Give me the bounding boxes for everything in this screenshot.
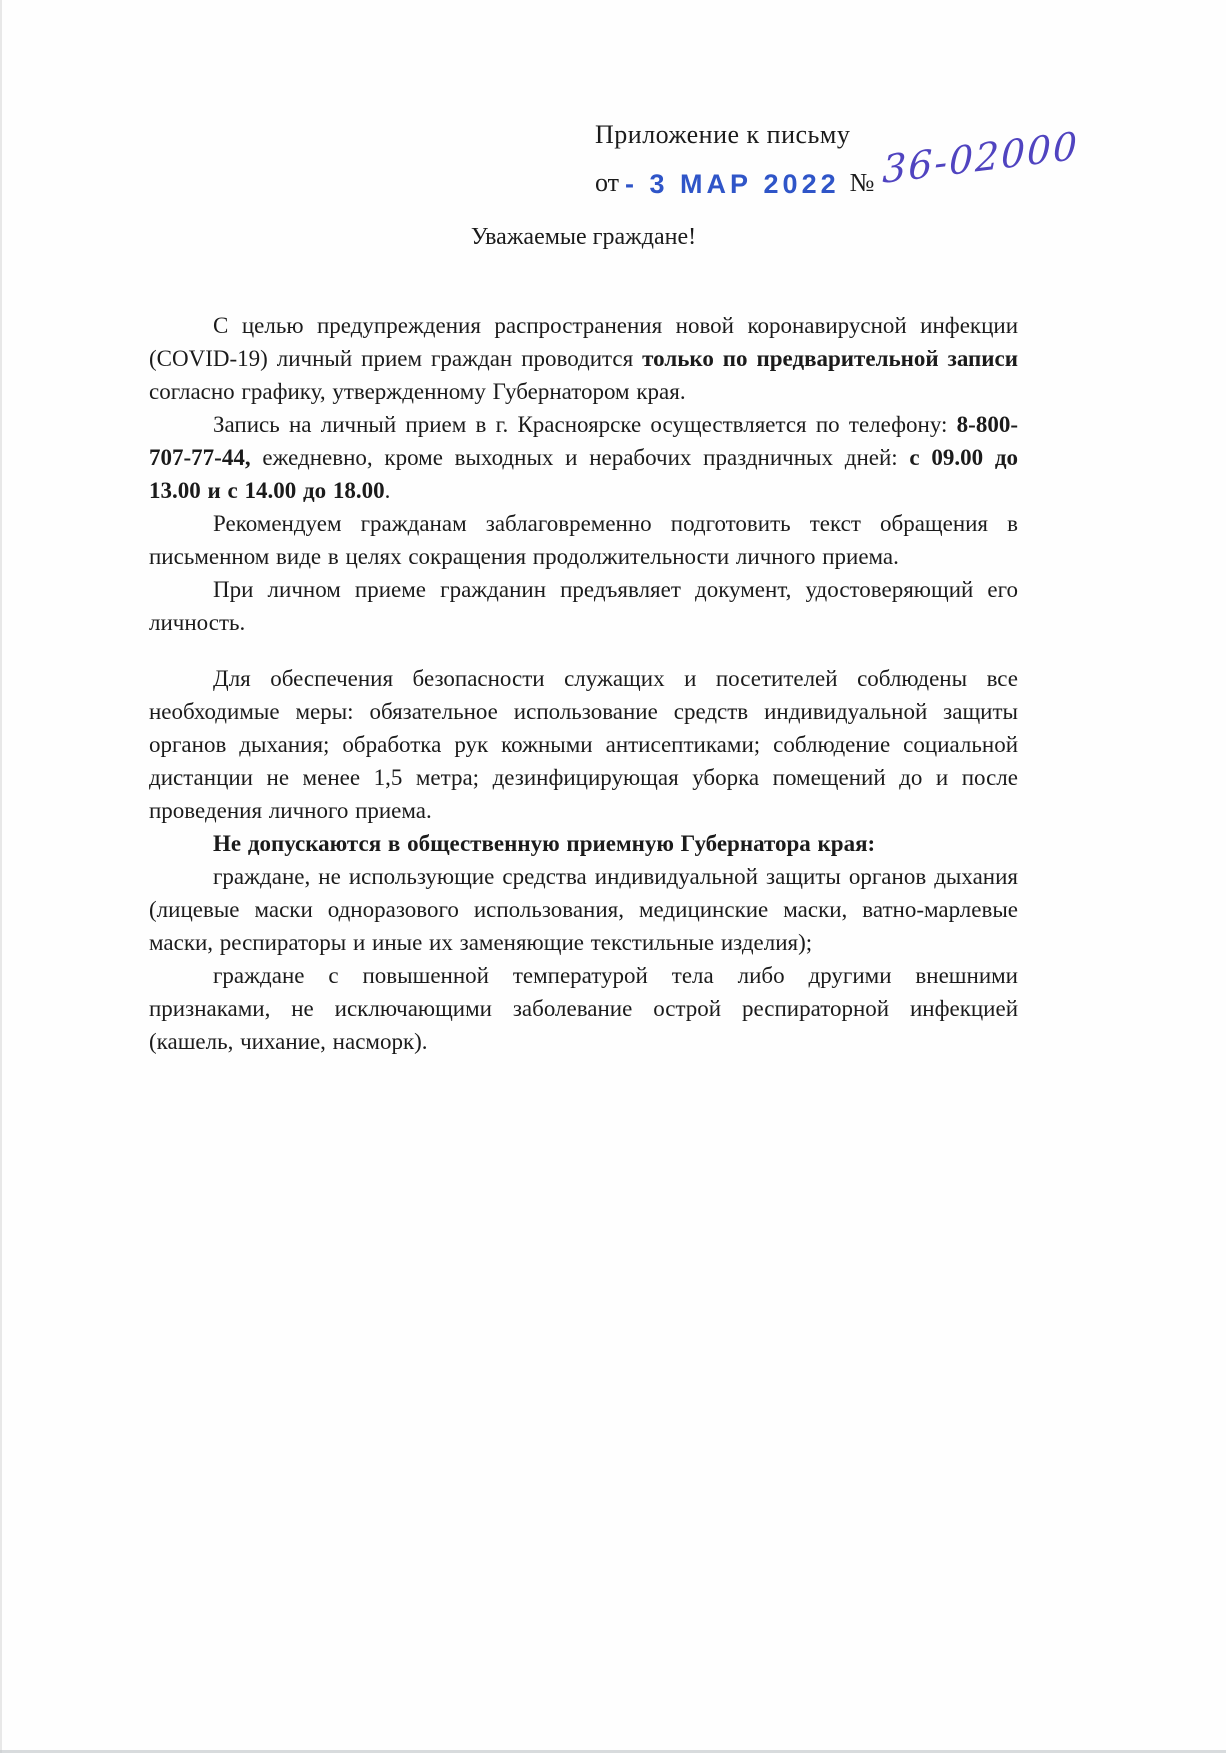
text-run: При личном приеме гражданин предъявляет документ, удостоверяющий его личность. [149, 577, 1018, 635]
text-run: Для обеспечения безопасности служащих и посетителей соблюдены все необходимые меры: обязательное использование средств индивидуальной защиты органов дыхания; обработка рук кожными антисептиками; соблюдение социальной дистанции не менее 1,5 метра; дезинфицирующая уборка помещений до и после проведения личного приема. [149, 666, 1018, 823]
text-run: . [384, 478, 391, 503]
scan-edge-left [0, 0, 2, 1753]
paragraph-appointment-only [149, 309, 1018, 408]
date-stamp: - 3 МАР 2022 [625, 169, 840, 199]
paragraph-prepare-text [149, 507, 1018, 573]
text-run: согласно графику, утвержденному Губернатором края. [149, 379, 686, 404]
number-sign: № [849, 168, 875, 197]
appendix-title: Приложение к письму [595, 120, 851, 149]
paragraph-identity-document [149, 573, 1018, 639]
paragraph-no-mask [149, 860, 1018, 959]
text-run-bold: только по предварительной записи [642, 346, 1018, 371]
paragraph-safety-measures [149, 662, 1018, 827]
letter-header [595, 118, 1081, 200]
paragraph-phone-schedule [149, 408, 1018, 507]
text-run: Рекомендуем гражданам заблаговременно подготовить текст обращения в письменном виде в целях сокращения продолжительности личного приема. [149, 511, 1018, 569]
text-run: граждане, не использующие средства индивидуальной защиты органов дыхания (лицевые маски одноразового использования, медицинские маски, ватно-марлевые маски, респираторы и иные их заменяющие текстильные изделия); [149, 864, 1018, 955]
handwritten-number: 36-02000 [882, 123, 1080, 192]
text-run: Запись на личный прием в г. Красноярске осуществляется по телефону: [213, 412, 957, 437]
paragraph-fever-symptoms [149, 959, 1018, 1058]
paragraph-not-admitted-heading [149, 827, 1018, 860]
from-label: от [595, 168, 620, 197]
text-run-bold: 8-800-707-77-44, [149, 412, 1018, 470]
letter-body [149, 224, 1018, 1058]
text-run-bold: Не допускаются в общественную приемную Губернатора края: [213, 831, 876, 856]
text-run-bold: с 09.00 до 13.00 и с 14.00 до 18.00 [149, 445, 1018, 503]
text-run: ежедневно, кроме выходных и нерабочих праздничных дней: [250, 445, 910, 470]
text-run: С целью предупреждения распространения новой коронавирусной инфекции (COVID-19) личный прием граждан проводится [149, 313, 1018, 371]
salutation: Уважаемые граждане! [470, 224, 697, 250]
text-run: граждане с повышенной температурой тела либо другими внешними признаками, не исключающими заболевание острой респираторной инфекцией (кашель, чихание, насморк). [149, 963, 1018, 1054]
